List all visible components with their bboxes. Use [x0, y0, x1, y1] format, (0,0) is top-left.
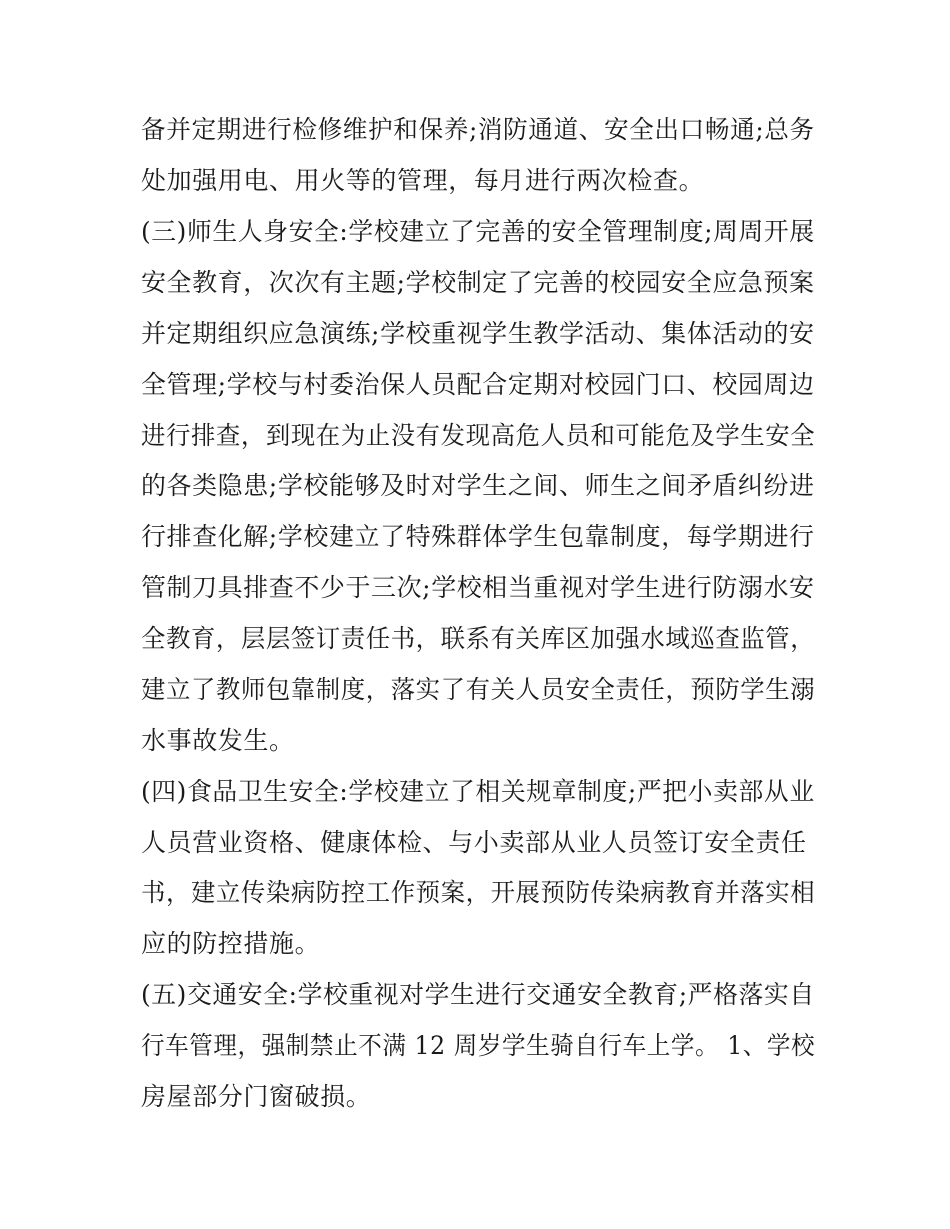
- text-line: 安全教育，次次有主题;学校制定了完善的校园安全应急预案: [141, 268, 815, 297]
- text-line: 行排查化解;学校建立了特殊群体学生包靠制度，每学期进行: [141, 522, 815, 551]
- text-line: 人员营业资格、健康体检、与小卖部从业人员签订安全责任: [141, 828, 807, 857]
- text-line: 应的防控措施。: [141, 929, 321, 958]
- text-line: (五)交通安全:学校重视对学生进行交通安全教育;严格落实自: [141, 980, 815, 1009]
- text-line: 全管理;学校与村委治保人员配合定期对校园门口、校园周边: [141, 370, 815, 399]
- text-line: (四)食品卫生安全:学校建立了相关规章制度;严把小卖部从业: [141, 777, 815, 806]
- text-line: 全教育，层层签订责任书，联系有关库区加强水域巡查监管，: [141, 624, 816, 653]
- text-line: 书，建立传染病防控工作预案，开展预防传染病教育并落实相: [141, 878, 816, 907]
- text-line: 并定期组织应急演练;学校重视学生教学活动、集体活动的安: [141, 319, 815, 348]
- text-line: 备并定期进行检修维护和保养;消防通道、安全出口畅通;总务: [141, 115, 815, 144]
- text-line: 管制刀具排查不少于三次;学校相当重视对学生进行防溺水安: [141, 573, 815, 602]
- text-line: (三)师生人身安全:学校建立了完善的安全管理制度;周周开展: [141, 217, 815, 246]
- text-line: 处加强用电、用火等的管理，每月进行两次检查。: [141, 166, 705, 195]
- text-line: 行车管理，强制禁止不满 12 周岁学生骑自行车上学。 1、学校: [141, 1031, 816, 1060]
- text-line: 水事故发生。: [141, 726, 295, 755]
- text-line: 建立了教师包靠制度，落实了有关人员安全责任，预防学生溺: [141, 675, 816, 704]
- text-line: 的各类隐患;学校能够及时对学生之间、师生之间矛盾纠纷进: [141, 471, 815, 500]
- text-line: 进行排查，到现在为止没有发现高危人员和可能危及学生安全: [141, 421, 816, 450]
- text-line: 房屋部分门窗破损。: [141, 1082, 372, 1111]
